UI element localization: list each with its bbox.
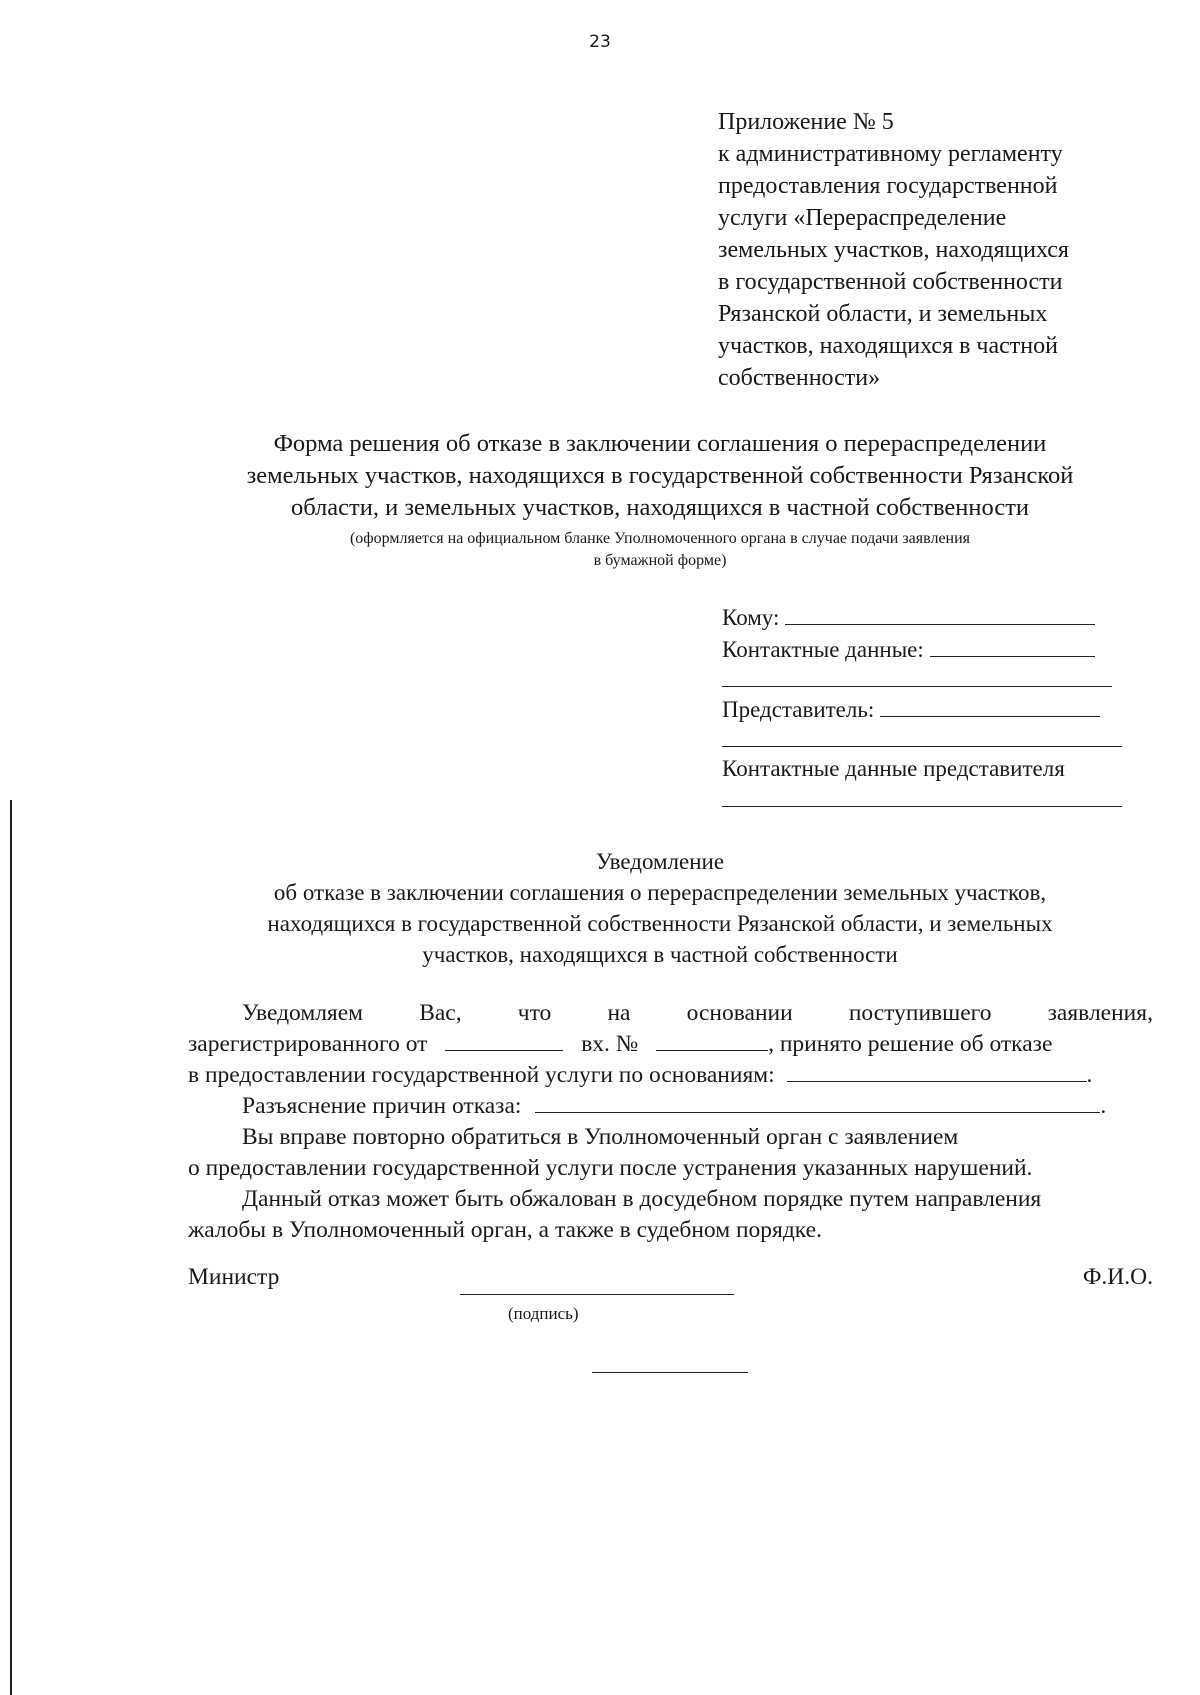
body-word: Вас, (419, 1000, 462, 1026)
scan-edge-line (10, 800, 12, 1695)
notice-subtitle-line: об отказе в заключении соглашения о перераспределении земельных участков, (273, 880, 1047, 905)
annex-line: земельных участков, находящихся (718, 237, 1069, 263)
refusal-reasons-label: Разъяснение причин отказа: (242, 1093, 522, 1119)
contacts-label: Контактные данные: (722, 637, 924, 662)
decision-text: , принято решение об отказе (768, 1031, 1053, 1057)
notice-title: Уведомление (595, 849, 725, 874)
signature-caption: (подпись) (508, 1304, 579, 1323)
annex-header (718, 106, 1138, 394)
annex-line: участков, находящихся в частной (718, 333, 1058, 359)
contacts-field[interactable] (930, 636, 1095, 657)
incoming-number-field[interactable] (656, 1030, 768, 1051)
form-title-line: Форма решения об отказе в заключении соглашения о перераспределении (273, 430, 1047, 457)
body-word: Уведомляем (242, 1000, 364, 1026)
body-line-4: Разъяснение причин отказа: . (242, 1093, 1107, 1119)
body-line-3: в предоставлении государственной услуги по основаниям: . (188, 1062, 1093, 1088)
to-row (722, 604, 1095, 631)
annex-line: собственности» (718, 365, 881, 391)
end-rule (592, 1372, 748, 1373)
body-word: заявления, (1047, 1000, 1153, 1026)
notice-body (188, 998, 1153, 1246)
annex-line: Рязанской области, и земельных (718, 301, 1048, 327)
body-word: на (607, 1000, 631, 1026)
body-line-6 (188, 1153, 1153, 1184)
signatory-fio: Ф.И.О. (1082, 1264, 1153, 1290)
form-note-line: в бумажной форме) (593, 552, 727, 569)
annex-line: в государственной собственности (718, 269, 1063, 295)
form-title-line: области, и земельных участков, находящихся в частной собственности (290, 494, 1030, 521)
representative-field[interactable] (880, 696, 1100, 717)
notice-subtitle-line: участков, находящихся в частной собственности (422, 942, 898, 967)
refusal-reasons-field[interactable] (535, 1092, 1100, 1113)
signatory-role: Министр (188, 1264, 280, 1290)
grounds-field[interactable] (787, 1061, 1087, 1082)
reapply-text: Вы вправе повторно обратиться в Уполномоченный орган с заявлением (242, 1124, 959, 1150)
body-word: основании (686, 1000, 793, 1026)
body-line-1 (188, 998, 1153, 1029)
form-note (160, 528, 1160, 572)
registration-date-field[interactable] (445, 1030, 563, 1051)
form-title-line: земельных участков, находящихся в государственной собственности Рязанской (246, 462, 1074, 489)
page-number: 23 (589, 32, 611, 52)
registered-from-label: зарегистрированного от (188, 1031, 428, 1057)
signature-block (188, 1264, 1153, 1344)
body-word: поступившего (848, 1000, 992, 1026)
body-word: что (517, 1000, 552, 1026)
rep-contacts-field[interactable] (722, 806, 1122, 807)
body-line-5 (188, 1122, 1153, 1153)
notice-heading (200, 846, 1120, 970)
annex-line: к административному регламенту (718, 141, 1063, 167)
representative-label: Представитель: (722, 697, 875, 722)
notice-subtitle-line: находящихся в государственной собственности Рязанской области, и земельных (267, 911, 1053, 936)
annex-line: предоставления государственной (718, 173, 1058, 199)
rep-contacts-row (722, 756, 1065, 782)
representative-row (722, 696, 1100, 723)
signature-line[interactable] (460, 1294, 734, 1295)
form-title (160, 428, 1160, 524)
incoming-number-label: вх. № (581, 1031, 639, 1057)
representative-field-continuation[interactable] (722, 746, 1122, 747)
rep-contacts-label: Контактные данные представителя (722, 756, 1065, 781)
form-note-line: (оформляется на официальном бланке Уполномоченного органа в случае подачи заявления (349, 530, 971, 547)
annex-line: услуги «Перераспределение (718, 205, 1007, 231)
to-field[interactable] (785, 604, 1095, 625)
contacts-field-continuation[interactable] (722, 686, 1112, 687)
body-line-7 (188, 1184, 1153, 1215)
annex-line: Приложение № 5 (718, 109, 894, 135)
to-label: Кому: (722, 605, 780, 630)
appeal-text: Данный отказ может быть обжалован в досудебном порядке путем направления (242, 1186, 1042, 1212)
body-line-8 (188, 1215, 1153, 1246)
reapply-text-cont: о предоставлении государственной услуги после устранения указанных нарушений. (188, 1155, 1033, 1181)
appeal-text-cont: жалобы в Уполномоченный орган, а также в судебном порядке. (188, 1217, 822, 1243)
body-line-2 (188, 1029, 1153, 1060)
grounds-label: в предоставлении государственной услуги по основаниям: (188, 1062, 775, 1088)
contacts-row (722, 636, 1095, 663)
